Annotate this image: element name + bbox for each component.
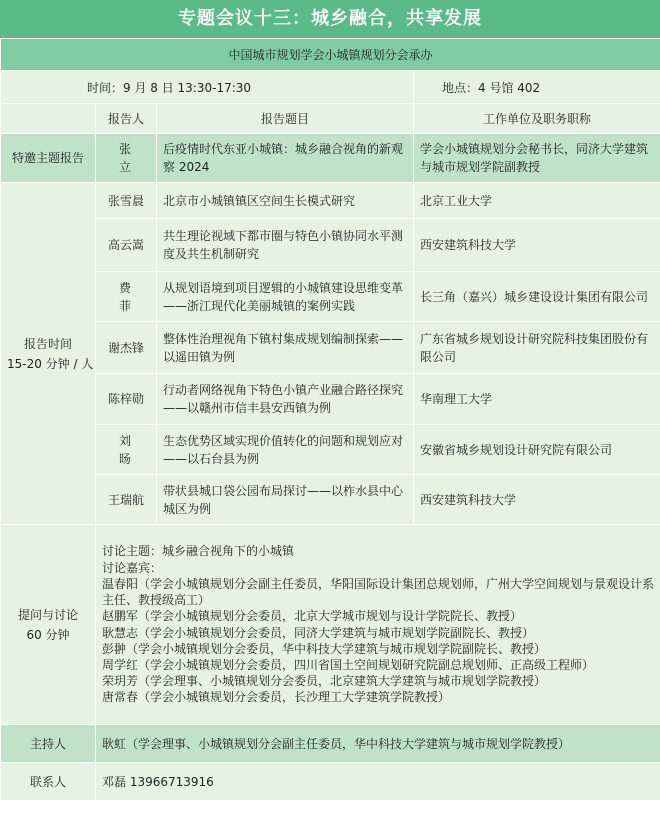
report-topic: 生态优势区域实现价值转化的问题和规划应对——以石台县为例 [157, 425, 414, 475]
discussion-guest: 荣玥芳（学会理事、小城镇规划分会委员，北京建筑大学建筑与城市规划学院教授） [102, 674, 547, 689]
contact-label: 联系人 [1, 763, 96, 801]
report-speaker: 刘旸 [96, 425, 157, 475]
discussion-theme: 讨论主题：城乡融合视角下的小城镇 [102, 544, 295, 559]
report-row [1, 183, 660, 219]
keynote-speaker: 张立 [96, 134, 157, 183]
report-speaker: 谢杰锋 [96, 322, 157, 374]
report-topic: 共生理论视域下都市圈与特色小镇协同水平测度及共生机制研究 [157, 219, 414, 272]
discussion-guest: 彭翀（学会小城镇规划分会委员，华中科技大学建筑与城市规划学院副院长、教授） [102, 641, 547, 656]
organizer-row [1, 39, 660, 71]
discussion-guests-label: 讨论嘉宾： [102, 560, 163, 575]
organizer-text: 中国城市规划学会小城镇规划分会承办 [1, 39, 660, 71]
discussion-category-line1: 提问与讨论 [17, 607, 78, 622]
discussion-row [1, 525, 660, 725]
discussion-category-line2: 60 分钟 [26, 627, 70, 642]
agenda-table [0, 38, 660, 801]
header-reporter: 报告人 [96, 104, 157, 134]
keynote-topic: 后疫情时代东亚小城镇：城乡融合视角的新观察 2024 [157, 134, 414, 183]
report-affiliation: 西安建筑科技大学 [414, 219, 660, 272]
report-speaker: 陈梓勋 [96, 374, 157, 425]
report-speaker: 张雪晨 [96, 183, 157, 219]
host-label: 主持人 [1, 725, 96, 763]
time-place-row [1, 71, 660, 104]
header-topic: 报告题目 [157, 104, 414, 134]
report-speaker: 王瑞航 [96, 475, 157, 525]
host-value: 耿虹（学会理事、小城镇规划分会副主任委员，华中科技大学建筑与城市规划学院教授） [96, 725, 660, 763]
reports-category [1, 183, 96, 525]
report-affiliation: 西安建筑科技大学 [414, 475, 660, 525]
report-topic: 北京市小城镇镇区空间生长模式研究 [157, 183, 414, 219]
discussion-content [96, 525, 660, 725]
discussion-guest: 赵鹏军（学会小城镇规划分会委员，北京大学城市规划与设计学院院长、教授） [102, 609, 523, 624]
reports-category-line1: 报告时间 [23, 336, 72, 351]
report-affiliation: 长三角（嘉兴）城乡建设设计集团有限公司 [414, 272, 660, 322]
report-row [1, 425, 660, 475]
table-header-row [1, 104, 660, 134]
contact-value: 邓磊 13966713916 [96, 763, 660, 801]
report-speaker: 高云嵩 [96, 219, 157, 272]
discussion-guest: 周学红（学会小城镇规划分会委员，四川省国土空间规划研究院副总规划师、正高级工程师） [102, 657, 595, 672]
report-row [1, 272, 660, 322]
header-blank [1, 104, 96, 134]
session-time: 时间：9 月 8 日 13:30-17:30 [1, 71, 414, 104]
contact-row [1, 763, 660, 801]
session-place: 地点：4 号馆 402 [414, 71, 660, 104]
report-row [1, 219, 660, 272]
discussion-guest: 温春阳（学会小城镇规划分会副主任委员，华阳国际设计集团总规划师，广州大学空间规划与景观设计系主任、教授级高工） [102, 576, 655, 608]
report-speaker: 费菲 [96, 272, 157, 322]
keynote-row [1, 134, 660, 183]
discussion-guest: 唐常春（学会小城镇规划分会委员，长沙理工大学建筑学院教授） [102, 690, 451, 705]
report-row [1, 322, 660, 374]
report-affiliation: 安徽省城乡规划设计研究院有限公司 [414, 425, 660, 475]
reports-category-line2: 15-20 分钟 / 人 [7, 356, 94, 371]
discussion-category [1, 525, 96, 725]
report-affiliation: 北京工业大学 [414, 183, 660, 219]
keynote-category: 特邀主题报告 [1, 134, 96, 183]
report-topic: 行动者网络视角下特色小镇产业融合路径探究——以赣州市信丰县安西镇为例 [157, 374, 414, 425]
report-topic: 从规划语境到项目逻辑的小城镇建设思维变革——浙江现代化美丽城镇的案例实践 [157, 272, 414, 322]
report-affiliation: 华南理工大学 [414, 374, 660, 425]
discussion-guest: 耿慧志（学会小城镇规划分会委员，同济大学建筑与城市规划学院副院长、教授） [102, 625, 535, 640]
report-topic: 带状县城口袋公园布局探讨——以柞水县中心城区为例 [157, 475, 414, 525]
report-row [1, 475, 660, 525]
host-row [1, 725, 660, 763]
report-topic: 整体性治理视角下镇村集成规划编制探索——以遥田镇为例 [157, 322, 414, 374]
header-affiliation: 工作单位及职务职称 [414, 104, 660, 134]
session-title: 专题会议十三：城乡融合，共享发展 [0, 0, 660, 38]
report-row [1, 374, 660, 425]
report-affiliation: 广东省城乡规划设计研究院科技集团股份有限公司 [414, 322, 660, 374]
keynote-affiliation: 学会小城镇规划分会秘书长，同济大学建筑与城市规划学院副教授 [414, 134, 660, 183]
